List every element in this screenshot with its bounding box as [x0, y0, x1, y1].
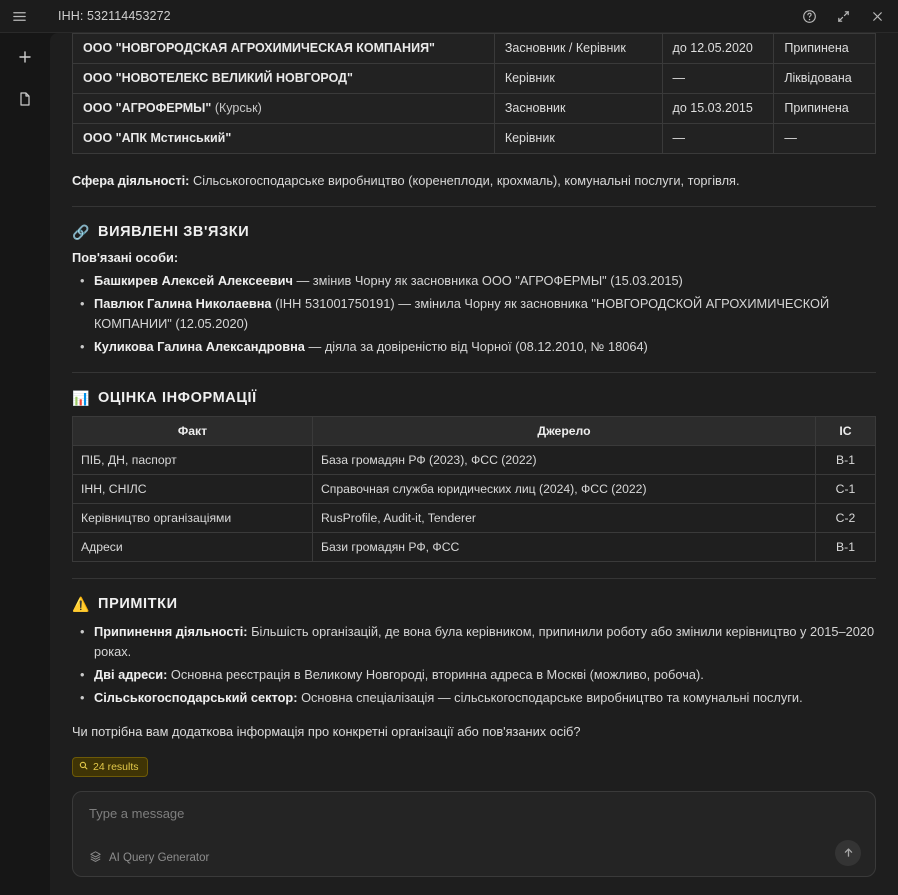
- org-name-cell: [73, 63, 495, 93]
- table-row: [73, 93, 876, 123]
- org-role-cell: Керівник: [494, 123, 662, 153]
- table-row: [73, 504, 876, 533]
- org-period-cell: до 15.03.2015: [662, 93, 774, 123]
- org-role-cell: Засновник / Керівник: [494, 34, 662, 64]
- sphere-value: Сільськогосподарське виробництво (коренеплоди, крохмаль), комунальні послуги, торгівля.: [189, 172, 740, 188]
- person-detail: — діяла за довіреністю від Чорної (08.12.2010, № 18064): [304, 338, 648, 354]
- list-item: [92, 294, 876, 334]
- left-sidebar: [0, 33, 50, 864]
- person-name: Башкирев Алексей Алексеевич: [94, 273, 293, 289]
- scrollbar[interactable]: [892, 33, 896, 777]
- org-period-cell: —: [662, 63, 774, 93]
- section-title-text: ПРИМІТКИ: [98, 596, 178, 613]
- sphere-of-activity: [72, 172, 876, 191]
- org-status-cell: Припинена: [774, 34, 876, 64]
- title-bar-right: [798, 5, 888, 27]
- list-item: [92, 622, 876, 662]
- person-name: Куликова Галина Александровна: [94, 338, 305, 354]
- org-name-cell: [73, 34, 495, 64]
- org-name: ООО "АПК Мстинський": [83, 130, 232, 145]
- notes-list: [72, 622, 876, 707]
- sphere-label: Сфера діяльності:: [72, 172, 190, 188]
- window-body: [0, 33, 898, 864]
- org-name: ООО "НОВОТЕЛЕКС ВЕЛИКИЙ НОВГОРОД": [83, 70, 353, 85]
- warning-icon: ⚠️: [72, 596, 91, 613]
- table-row: [73, 34, 876, 64]
- fact-cell: ІНН, СНІЛС: [73, 475, 313, 504]
- column-header-fact: Факт: [73, 417, 313, 446]
- column-header-ic: ІС: [816, 417, 876, 446]
- message-composer[interactable]: [72, 791, 876, 877]
- list-item: [92, 688, 876, 708]
- section-title-evaluation: [72, 390, 876, 406]
- table-row: [73, 475, 876, 504]
- org-name: ООО "НОВГОРОДСКАЯ АГРОХИМИЧЕСКАЯ КОМПАНИЯ": [83, 41, 435, 55]
- org-status-cell: Ліквідована: [774, 63, 876, 93]
- hamburger-icon[interactable]: [8, 5, 30, 27]
- person-detail: (ІНН 531001750191) — змінила Чорну як засновника "НОВГОРОДСКОЙ АГРОХИМИЧЕСКОЙ КОМПАНИИ" (12.05.2020): [94, 295, 830, 331]
- org-role-cell: Керівник: [494, 63, 662, 93]
- org-name-cell: [73, 123, 495, 153]
- divider: [72, 372, 876, 373]
- org-name-cell: [73, 93, 495, 123]
- person-name: Павлюк Галина Николаевна: [94, 295, 272, 311]
- fact-cell: ПІБ, ДН, паспорт: [73, 446, 313, 475]
- fact-cell: Керівництво організаціями: [73, 504, 313, 533]
- composer-tool[interactable]: [89, 850, 209, 866]
- table-row: [73, 446, 876, 475]
- layers-icon: [89, 850, 102, 866]
- org-period-cell: до 12.05.2020: [662, 34, 774, 64]
- bar-chart-icon: 📊: [72, 390, 91, 407]
- ic-cell: C-2: [816, 504, 876, 533]
- table-header-row: [73, 417, 876, 446]
- source-cell: База громадян РФ (2023), ФСС (2022): [313, 446, 816, 475]
- ic-cell: B-1: [816, 533, 876, 562]
- org-status-cell: Припинена: [774, 93, 876, 123]
- note-text: Основна спеціалізація — сільськогосподарське виробництво та комунальні послуги.: [297, 689, 803, 705]
- related-persons-list: [72, 271, 876, 356]
- fact-cell: Адреси: [73, 533, 313, 562]
- org-status-cell: —: [774, 123, 876, 153]
- message-input-placeholder[interactable]: Type a message: [89, 805, 185, 821]
- evaluation-table: [72, 416, 876, 562]
- list-item: [92, 665, 876, 685]
- results-badge[interactable]: [72, 757, 148, 777]
- table-row: [73, 63, 876, 93]
- section-title-text: ВИЯВЛЕНІ ЗВ'ЯЗКИ: [98, 224, 250, 241]
- chat-content-panel: [50, 33, 898, 864]
- note-text: Основна реєстрація в Великому Новгороді, вторинна адреса в Москві (можливо, робоча).: [167, 667, 704, 683]
- ic-cell: C-1: [816, 475, 876, 504]
- search-icon: [79, 761, 88, 773]
- send-button[interactable]: [835, 840, 861, 866]
- org-period-cell: —: [662, 123, 774, 153]
- note-text: Більшість організацій, де вона була керівником, припинили роботу або змінили керівництво у 2015–2020 роках.: [94, 624, 875, 660]
- help-circle-icon[interactable]: [798, 5, 820, 27]
- table-row: [73, 123, 876, 153]
- note-label: Сільськогосподарський сектор:: [94, 689, 298, 705]
- ic-cell: B-1: [816, 446, 876, 475]
- expand-diagonal-icon[interactable]: [832, 5, 854, 27]
- plus-icon[interactable]: [11, 43, 39, 71]
- source-cell: RusProfile, Audit-it, Tenderer: [313, 504, 816, 533]
- section-title-notes: [72, 596, 876, 612]
- person-detail: — змінив Чорну як засновника ООО "АГРОФЕРМЫ" (15.03.2015): [292, 273, 683, 289]
- followup-question: Чи потрібна вам додаткова інформація про конкретні організації або пов'язаних осіб?: [72, 723, 581, 739]
- related-persons-subhead: Пов'язані особи:: [72, 250, 179, 266]
- link-icon: 🔗: [72, 224, 91, 241]
- divider: [72, 206, 876, 207]
- composer-tool-label: AI Query Generator: [109, 851, 210, 864]
- table-row: [73, 533, 876, 562]
- source-cell: Бази громадян РФ, ФСС: [313, 533, 816, 562]
- note-label: Припинення діяльності:: [94, 624, 248, 640]
- divider: [72, 578, 876, 579]
- source-cell: Справочная служба юридических лиц (2024), ФСС (2022): [313, 475, 816, 504]
- section-title-text: ОЦІНКА ІНФОРМАЦІЇ: [98, 390, 257, 407]
- org-name-suffix: (Курськ): [214, 100, 262, 115]
- org-role-cell: Засновник: [494, 93, 662, 123]
- list-item: [92, 271, 876, 291]
- assistant-message: [72, 33, 876, 777]
- note-label: Дві адреси:: [94, 667, 168, 683]
- composer-area: [50, 777, 898, 895]
- window-title: ІНН: 532114453272: [58, 9, 171, 23]
- org-name: ООО "АГРОФЕРМЫ": [83, 100, 212, 115]
- title-bar-left: [8, 5, 171, 27]
- results-badge-label: 24 results: [93, 760, 139, 773]
- title-bar: [0, 0, 898, 33]
- organizations-table: [72, 33, 876, 154]
- message-scroll-area[interactable]: [50, 33, 898, 777]
- close-icon[interactable]: [866, 5, 888, 27]
- file-icon[interactable]: [11, 85, 39, 113]
- section-title-links: [72, 224, 876, 240]
- column-header-source: Джерело: [313, 417, 816, 446]
- list-item: [92, 337, 876, 357]
